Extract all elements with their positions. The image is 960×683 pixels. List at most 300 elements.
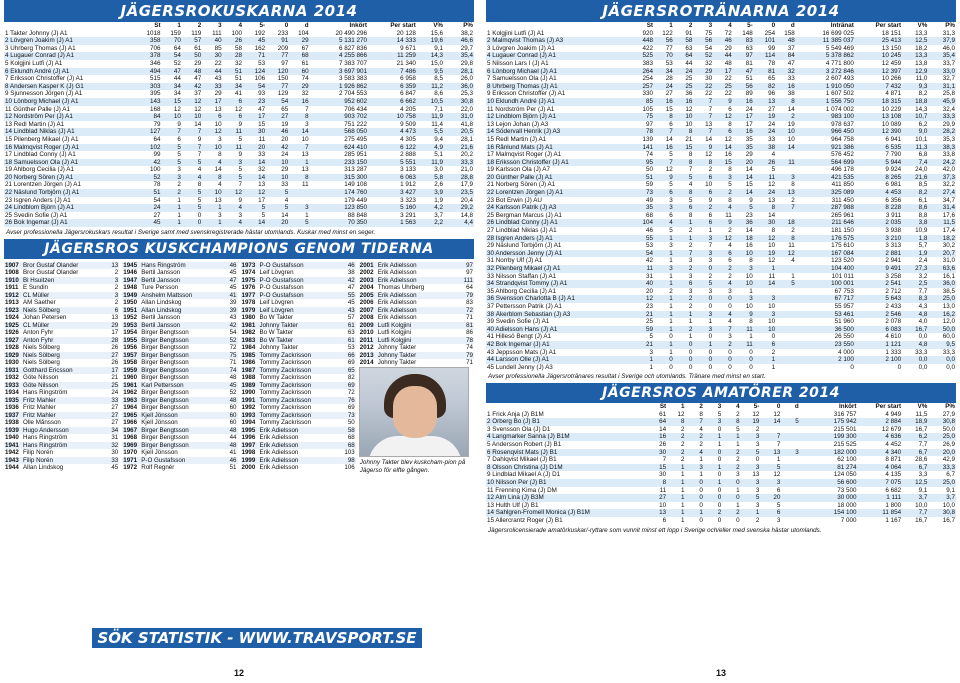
tranare-value-cell: 25 — [674, 83, 694, 91]
champion-name: Johnny Takter — [377, 352, 458, 360]
tranare-value-cell: 2 — [771, 348, 776, 356]
tranare-value-cell: 6 — [728, 257, 732, 265]
amatorer-row — [486, 471, 956, 479]
kuskar-value-cell: 5 — [162, 144, 182, 152]
tranare-value-cell: 2 941 — [885, 257, 902, 265]
tranare-value-cell: 1 074 002 — [825, 105, 854, 113]
tranare-value-cell: 72 — [724, 29, 732, 37]
kuskar-value-cell: 111 — [212, 29, 222, 37]
amatorer-value-cell: 1 — [667, 464, 685, 472]
tranare-value-cell: 0 — [728, 348, 732, 356]
champion-wins: 52 — [222, 337, 238, 345]
amatorer-value-cell: 10,0 — [942, 501, 955, 509]
tranare-value-cell: 10 — [733, 250, 754, 258]
amatorer-column-header: 4 — [722, 403, 740, 411]
kuskar-value-cell: 54 — [153, 196, 161, 204]
champion-name: Birger Bengtsson — [140, 359, 221, 367]
kuskar-value-cell: 378 — [134, 52, 161, 60]
tranare-name-cell: 6 Lönborg Michael (J) A1 — [486, 68, 628, 76]
champion-name: Rolf Regnér — [140, 464, 221, 472]
kuskar-value-cell: 91 — [266, 37, 289, 45]
kuskar-value-cell: 143 — [134, 98, 161, 106]
amatorer-value-cell: 2 — [686, 433, 704, 441]
tranare-value-cell: 3 — [693, 250, 713, 258]
champion-year: 2010 — [359, 329, 377, 337]
tranare-name-cell: 43 Jeppsson Mats (J) A1 — [487, 348, 557, 356]
champion-wins: 46 — [340, 262, 356, 270]
tranare-value-cell: 14 — [665, 135, 673, 143]
tranare-value-cell: 0 — [728, 363, 732, 371]
tranare-column-header: 0 — [754, 22, 776, 30]
kuskar-value-cell: 33 — [281, 181, 289, 189]
kuskar-value-cell: 706 — [150, 44, 161, 52]
tranare-value-cell: 4 — [688, 181, 693, 189]
amatorer-column-header: 0 — [760, 403, 781, 411]
amatorer-value-cell: 3 — [755, 441, 760, 449]
tranare-value-cell: 81 — [754, 68, 776, 76]
tranare-value-cell: 7 — [654, 128, 674, 136]
champion-name: Bi Hsuitzen — [22, 277, 103, 285]
champion-wins: 111 — [458, 277, 474, 285]
tranare-value-cell: 46,0 — [942, 44, 955, 52]
kuskar-value-cell: 11,4 — [431, 120, 444, 128]
tranare-value-cell: 10 — [705, 181, 713, 189]
kuskar-value-cell: 23 — [243, 98, 266, 106]
amatorer-value-cell: 3 — [736, 471, 740, 479]
tranare-value-cell: 12 — [768, 257, 776, 265]
tranare-value-cell — [776, 265, 796, 273]
tranare-value-cell: 14 — [768, 211, 776, 219]
page-number-left: 12 — [234, 668, 245, 678]
kuskar-value-cell: 67 — [301, 44, 309, 52]
champion-name: Erik Adielsson — [259, 457, 340, 465]
amatorer-value-cell: 2 — [667, 433, 685, 441]
tranare-value-cell: 7 — [693, 128, 713, 136]
tranare-value-cell: 8 — [728, 166, 732, 174]
tranare-value-cell: 12 — [665, 166, 673, 174]
kuskar-value-cell: 19 — [281, 120, 289, 128]
amatorer-value-cell: 0 — [704, 494, 722, 502]
kuskar-value-cell: 88 848 — [347, 211, 367, 219]
kuskar-column-header: St — [134, 22, 161, 30]
tranare-value-cell: 6 — [669, 120, 673, 128]
kuskar-value-cell: 46 — [266, 128, 289, 136]
kuskar-column-header: 4 — [223, 22, 243, 30]
tranare-value-cell: 18,8 — [902, 98, 928, 106]
tranare-value-cell: 2,4 — [918, 257, 928, 265]
tranare-value-cell: 920 — [642, 29, 654, 37]
kuskar-value-cell: 129 — [277, 90, 289, 98]
champion-wins: 33 — [103, 457, 119, 465]
champion-row — [241, 299, 356, 307]
tranare-value-cell: 11 — [754, 174, 776, 182]
tranare-value-cell: 13 108 — [855, 113, 902, 121]
champion-wins: 72 — [458, 307, 474, 315]
kuskar-value-cell: 12 — [194, 105, 202, 113]
kuskar-name-cell: 8 Andersen Kasper K (J) G1 — [4, 83, 134, 91]
tranare-value-cell: 50,0 — [928, 326, 956, 334]
amatorer-value-cell: 0 — [699, 486, 703, 494]
tranare-value-cell: 27 — [768, 105, 776, 113]
tranare-table — [486, 22, 956, 371]
champion-wins: 68 — [340, 434, 356, 442]
tranare-value-cell: 31 — [646, 272, 654, 280]
kuskar-value-cell: 3 — [238, 211, 243, 219]
tranare-value-cell: 0 — [708, 348, 713, 356]
tranare-name-cell: 35 Ahlborg Cecilia (J) A1 — [487, 287, 556, 295]
tranare-value-cell: 4 — [713, 280, 733, 288]
kuskar-value-cell: 0 — [182, 219, 202, 227]
tranare-value-cell: 16 — [745, 242, 753, 250]
champion-row — [241, 352, 356, 360]
champion-wins: 33 — [103, 397, 119, 405]
tranare-value-cell — [776, 303, 796, 311]
tranare-name-cell: 5 Nilsson Lars I (J) A1 — [487, 59, 549, 67]
kuskar-value-cell: 31,0 — [444, 113, 474, 121]
tranare-value-cell: 3 — [669, 196, 673, 204]
tranare-value-cell: 257 — [628, 83, 654, 91]
tranare-value-cell: 45,9 — [928, 98, 956, 106]
kuskar-row — [4, 37, 474, 45]
kuskar-value-cell: 30 — [243, 128, 266, 136]
champion-year: 1985 — [241, 352, 259, 360]
amatorer-row — [486, 456, 956, 464]
kuskar-value-cell: 209 — [277, 44, 289, 52]
tranare-name-cell: 41 Hillesö Bengt (J) A1 — [487, 333, 552, 341]
tranare-body — [486, 30, 956, 372]
tranare-value-cell: 966 450 — [796, 128, 855, 136]
tranare-value-cell: 1 556 750 — [796, 98, 855, 106]
tranare-value-cell: 17,4 — [942, 227, 955, 235]
tranare-value-cell: 12 — [705, 151, 713, 159]
champion-wins: 2 — [103, 269, 119, 277]
kuskar-value-cell: 77 — [266, 52, 289, 60]
champion-row — [241, 442, 356, 450]
tranare-value-cell: 8,6 — [902, 204, 928, 212]
kuskar-value-cell: 6 — [223, 98, 243, 106]
champion-name: Hans Ringström — [22, 442, 103, 450]
kuskar-value-cell: 8 — [289, 113, 309, 121]
tranare-value-cell: 19 — [787, 120, 795, 128]
kuskar-value-cell: 233 150 — [310, 159, 368, 167]
amatorer-value-cell: 30,8 — [928, 509, 956, 517]
kuskar-value-cell: 7 486 — [368, 68, 417, 76]
champion-name: Erik Adielsson — [377, 299, 458, 307]
tranare-value-cell: 0 — [669, 333, 673, 341]
kuskar-value-cell: 8,5 — [434, 75, 444, 83]
amatorer-name-cell: 10 Nilsson Per (J) B1 — [486, 479, 644, 487]
tranare-header-row — [486, 22, 956, 30]
tranare-value-cell: 5 — [674, 174, 694, 182]
champion-wins: 54 — [222, 329, 238, 337]
champion-year: 1912 — [4, 292, 22, 300]
tranare-column-header: d — [776, 22, 796, 30]
tranare-value-cell: 33,3 — [928, 113, 956, 121]
amatorer-value-cell: 9,1 — [946, 486, 955, 494]
tranare-value-cell: 3 258 — [885, 272, 902, 280]
tranare-value-cell: 6 — [728, 105, 732, 113]
amatorer-value-cell: 2 — [681, 456, 685, 464]
tranare-value-cell — [776, 166, 796, 174]
amatorer-value-cell: 3 — [781, 449, 799, 457]
tranare-value-cell: 19 — [754, 250, 776, 258]
amatorer-value-cell: 7 000 — [840, 517, 857, 525]
champion-row — [4, 277, 119, 285]
champion-name: Birger Bengtsson — [140, 442, 221, 450]
tranare-row — [486, 364, 956, 372]
tranare-value-cell: 21 — [628, 341, 654, 349]
tranare-value-cell: 8 — [776, 98, 796, 106]
kuskar-value-cell: 14 — [243, 174, 266, 182]
tranare-value-cell: 26 550 — [834, 333, 854, 341]
amatorer-value-cell: 11 — [659, 486, 667, 494]
kuskar-value-cell: 11,2 — [417, 83, 444, 91]
amatorer-value-cell: 1 — [736, 441, 740, 449]
tranare-value-cell: 29 — [724, 44, 732, 52]
tranare-value-cell: 12 — [628, 295, 654, 303]
tranare-value-cell: 10 — [745, 302, 753, 310]
tranare-value-cell: 14 — [745, 166, 753, 174]
champion-name: Anton Fyhr — [22, 337, 103, 345]
kuskar-value-cell: 5 551 — [368, 159, 417, 167]
kuskar-value-cell: 85 — [214, 44, 222, 52]
kuskar-value-cell: 9 671 — [400, 44, 416, 52]
tranare-value-cell: 2 — [708, 166, 713, 174]
kuskar-note: Avser professionella Jägersrokuskars resultat i Sverige samt med svenskregistrerade hästar utomlands. Kuskar med minst en seger. — [6, 229, 376, 237]
champion-row — [122, 404, 237, 412]
tranare-name-cell: 8 Uhrberg Thomas (J) A1 — [486, 83, 628, 91]
champion-wins: 48 — [222, 374, 238, 382]
champion-row — [241, 314, 356, 322]
tranare-row — [486, 227, 956, 235]
tranare-value-cell: 3 — [669, 242, 673, 250]
kuskar-value-cell: 10 — [202, 189, 222, 197]
tranare-row — [486, 174, 956, 182]
champion-row — [4, 344, 119, 352]
kuskar-table — [4, 22, 474, 227]
champion-row — [359, 284, 474, 292]
amatorer-value-cell: 64 — [644, 418, 668, 426]
champion-name: Leif Lövgren — [259, 269, 340, 277]
tranare-value-cell: 3,8 — [902, 219, 928, 227]
tranare-value-cell: 22 — [724, 75, 732, 83]
amatorer-value-cell: 7,7 — [902, 509, 928, 517]
tranare-name-cell: 32 Pilenberg Mikael (J) A1 — [486, 265, 628, 273]
amatorer-value-cell: 20 — [760, 494, 781, 502]
tranare-value-cell: 30 — [705, 75, 713, 83]
tranare-value-cell: 3 — [733, 295, 754, 303]
champion-year: 2012 — [359, 344, 377, 352]
tranare-value-cell: 8,8 — [918, 211, 928, 219]
kuskar-value-cell: 3 — [305, 120, 309, 128]
champion-year: 1960 — [122, 374, 140, 382]
kuskar-value-cell: 358 — [134, 37, 161, 45]
champion-name: Bror Gustaf Olander — [22, 262, 103, 270]
champion-year: 1980 — [241, 314, 259, 322]
tranare-value-cell: 0 — [674, 341, 694, 349]
tranare-column-header: 5- — [733, 22, 754, 30]
amatorer-column-header: 1 — [667, 403, 685, 411]
champion-year: 1983 — [241, 337, 259, 345]
tranare-value-cell: 175 610 — [831, 242, 854, 250]
champion-name: Tommy Zackrisson — [259, 419, 340, 427]
tranare-value-cell: 55 957 — [834, 302, 854, 310]
champion-year: 1933 — [4, 382, 22, 390]
tranare-value-cell: 1 — [654, 280, 674, 288]
champion-wins: 30 — [103, 449, 119, 457]
champion-row — [359, 277, 474, 285]
champion-wins: 78 — [458, 337, 474, 345]
kuskar-value-cell: 14 333 — [368, 37, 417, 45]
champion-year: 1941 — [4, 442, 22, 450]
champion-name: Tommy Zackrisson — [259, 412, 340, 420]
champion-wins: 71 — [222, 359, 238, 367]
kuskar-value-cell: 22,0 — [460, 105, 473, 113]
amatorer-name-cell: 7 Dahlqvist Mikael (J) B1 — [487, 456, 557, 464]
tranare-row — [486, 295, 956, 303]
tranare-value-cell: 46 — [713, 37, 733, 45]
amatorer-value-cell: 154 100 — [800, 509, 858, 517]
tranare-row — [486, 311, 956, 319]
tranare-value-cell: 75 — [705, 29, 713, 37]
amatorer-value-cell: 2 — [722, 509, 740, 517]
tranare-value-cell — [754, 288, 776, 296]
champion-name: Leif Lövgren — [259, 299, 340, 307]
champion-year: 1908 — [4, 269, 22, 277]
tranare-value-cell: 36,0 — [928, 280, 956, 288]
kuskar-value-cell: 119 — [191, 29, 202, 37]
amatorer-value-cell: 73 500 — [837, 486, 857, 494]
champion-wins: 66 — [340, 352, 356, 360]
tranare-value-cell: 7 — [693, 113, 713, 121]
champion-year: 1929 — [4, 352, 22, 360]
tranare-value-cell: 0 — [733, 356, 754, 364]
kuskar-name-cell: 21 Lorentzen Jörgen (J) A1 — [5, 181, 81, 189]
champion-name: Birger Bengtsson — [140, 344, 221, 352]
kuskar-value-cell: 4 473 — [368, 128, 417, 136]
kuskar-value-cell: 4 255 866 — [310, 52, 368, 60]
amatorer-value-cell: 6,7 — [946, 471, 955, 479]
tranare-value-cell: 33,3 — [915, 348, 928, 356]
amatorer-value-cell: 2 — [681, 441, 685, 449]
tranare-value-cell: 12 — [713, 113, 733, 121]
kuskar-value-cell: 4 305 — [400, 135, 416, 143]
amatorer-value-cell: 0 — [699, 517, 703, 525]
champion-name: E Sundin — [22, 284, 103, 292]
kuskar-value-cell: 303 — [134, 83, 161, 91]
champion-year: 1992 — [241, 404, 259, 412]
tranare-value-cell: 37,9 — [928, 37, 956, 45]
champion-year: 1971 — [122, 457, 140, 465]
tranare-value-cell: 181 150 — [831, 227, 854, 235]
tranare-value-cell: 3 — [733, 265, 754, 273]
champions-grid — [4, 262, 474, 477]
tranare-value-cell — [776, 212, 796, 220]
champion-row — [359, 262, 474, 270]
kuskar-value-cell: 14,3 — [417, 52, 444, 60]
tranare-value-cell: 141 — [628, 144, 654, 152]
tranare-value-cell: 123 520 — [831, 257, 854, 265]
kuskar-value-cell: 35,4 — [444, 52, 474, 60]
kuskar-value-cell: 7 — [305, 105, 309, 113]
tranare-row — [486, 280, 956, 288]
kuskar-value-cell: 37 — [194, 90, 202, 98]
champion-name: Erik Adielsson — [259, 434, 340, 442]
kuskar-value-cell: 48 — [182, 68, 202, 76]
tranare-value-cell — [776, 364, 796, 372]
amatorer-value-cell — [781, 487, 799, 495]
kuskar-value-cell: 11 — [223, 128, 243, 136]
amatorer-value-cell: 5 — [760, 464, 781, 472]
amatorer-value-cell: 1 167 — [885, 517, 902, 525]
champion-year: 2003 — [359, 277, 377, 285]
kuskar-value-cell: 568 050 — [310, 128, 368, 136]
kuskar-value-cell: 14 — [243, 219, 266, 227]
champion-year: 1911 — [4, 284, 22, 292]
kuskar-row — [4, 181, 474, 189]
tranare-value-cell: 75 — [628, 113, 654, 121]
tranare-name-cell: 23 Bot Erwin (J) AU — [487, 196, 542, 204]
amatorer-value-cell: 30 — [659, 471, 667, 479]
champion-name: Tommy Zackrisson — [259, 359, 340, 367]
kuskar-row — [4, 90, 474, 98]
tranare-value-cell: 21 — [628, 311, 654, 319]
kuskar-value-cell: 10 — [301, 135, 309, 143]
amatorer-value-cell: 6 — [760, 509, 781, 517]
tranare-value-cell: 8 — [688, 151, 693, 159]
kuskar-value-cell: 3 583 383 — [338, 75, 367, 83]
tranare-value-cell: 9 — [654, 174, 674, 182]
kuskar-row — [4, 159, 474, 167]
tranare-value-cell: 6 — [674, 204, 694, 212]
champion-year: 1910 — [4, 277, 22, 285]
tranare-value-cell: 0 — [693, 295, 713, 303]
kuskar-value-cell: 100 — [150, 166, 161, 174]
tranare-value-cell: 13,8 — [915, 59, 928, 67]
kuskar-value-cell: 3,9 — [417, 189, 444, 197]
tranare-value-cell: 2 — [669, 287, 673, 295]
champion-name: Tommy Zackrisson — [259, 382, 340, 390]
amatorer-value-cell: 4 — [686, 449, 704, 457]
amatorer-name-cell: 9 Lindblad Mikael A (J) D1 — [487, 471, 561, 479]
champion-name: Birger Bengtsson — [140, 404, 221, 412]
tranare-value-cell: 16 — [674, 98, 694, 106]
kuskar-value-cell: 78 — [153, 181, 161, 189]
champion-name: Kjell Jönsson — [140, 449, 221, 457]
champion-name: Fritz Mahler — [22, 397, 103, 405]
tranare-value-cell: 383 — [642, 59, 654, 67]
amatorer-value-cell: 2 — [722, 464, 740, 472]
tranare-value-cell: 20 — [646, 287, 654, 295]
tranare-value-cell: 13,3 — [915, 29, 928, 37]
champion-year: 1963 — [122, 397, 140, 405]
champion-wins: 26 — [103, 344, 119, 352]
amatorer-value-cell: 1 — [736, 486, 740, 494]
tranare-value-cell: 25 — [685, 75, 693, 83]
tranare-value-cell: 4 — [713, 204, 733, 212]
champion-year: 2006 — [359, 299, 377, 307]
amatorer-value-cell: 2 — [681, 425, 685, 433]
tranare-value-cell: 12 — [776, 250, 796, 258]
champion-row — [122, 269, 237, 277]
kuskar-value-cell: 127 — [134, 128, 161, 136]
kuskar-row — [4, 219, 474, 227]
champion-row — [241, 269, 356, 277]
kuskar-value-cell: 42 — [134, 159, 161, 167]
champion-name: Filip Norén — [22, 457, 103, 465]
tranare-name-cell: 45 Lundell Jenny (J) A3 — [487, 363, 553, 371]
amatorer-value-cell: 12 — [773, 471, 781, 479]
